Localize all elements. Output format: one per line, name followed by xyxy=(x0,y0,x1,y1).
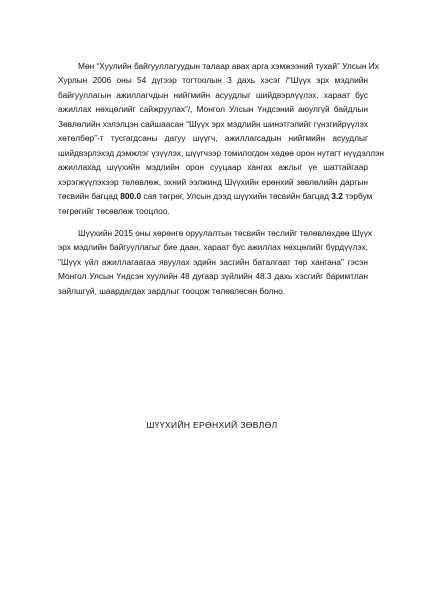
budget-text-pre: төсвийн багцад xyxy=(58,191,121,201)
paragraph-1-line-10 xyxy=(58,191,373,202)
paragraph-2-line-1: Шүүхийн 2015 оны хөрөнгө оруулалтын төсвийн төслийг төлөвлөхдөө Шүүх xyxy=(78,228,373,238)
budget-text-mid: сая төгрөг, Улсын дээд шүүхийн төсвийн багцад xyxy=(141,191,332,201)
paragraph-2-line-3: "Шүүх үйл ажиллагаагаа явуулах эдийн засгийн баталгаат төр хангана" гэсэн xyxy=(58,257,368,267)
paragraph-1-line-5: Зөвлөлийн хэлэлцэн сайшаасан “Шүүх эрх мэдлийн шинэтгэлийг гүнзгийрүүлэх xyxy=(58,119,368,129)
paragraph-1-line-4: ажиллах нөхцөлийг сайжруулах”/, Монгол Улсын Үндсэний аюулгүй байдлын xyxy=(58,104,368,114)
paragraph-1-line-11: төгрөгийг төсөвлөж тооцлоо. xyxy=(58,206,170,216)
budget-amount-supreme-court: 3.2 xyxy=(331,191,343,201)
paragraph-2-line-4: Монгол Улсын Үндсэн хуулийн 48 дугаар зүйлийн 48.3 дахь хэсгийг баримтлан xyxy=(58,271,368,281)
paragraph-2-line-2: эрх мэдлийн байгууллагыг бие даан, хараат бус ажиллах нөхцөлийг бүрдүүлэх, xyxy=(58,242,368,252)
paragraph-1-line-1: Мөн “Хуулийн байгууллагуудын талаар авах арга хэмжээний тухай” Улсын Их xyxy=(78,61,379,71)
paragraph-1-line-6: хөтөлбөр”-т тусгагдсаны дагуу шүүгч, ажиллагсадын нийгмийн асуудлыг xyxy=(58,133,368,143)
paragraph-1-line-9: хэрэгжүүлэхээр төлөвлөж, эхний ээлжинд Шүүхийн ерөнхий зөвлөлийн даргын xyxy=(58,177,368,187)
paragraph-1-line-7: шийдвэрлэхэд дэмжлэг үзүүлэх, шүүгчээр томилогдон хөдөө орон нутагт нүүдэллэн xyxy=(58,148,385,158)
budget-text-post: тэрбум xyxy=(342,191,373,201)
paragraph-1-line-2: Хурлын 2006 оны 54 дүгээр тогтоолын 3 дахь хэсэг /“Шүүх эрх мэдлийн xyxy=(58,75,368,85)
signature-line: ШҮҮХИЙН ЕРӨНХИЙ ЗӨВЛӨЛ xyxy=(146,420,278,430)
paragraph-2-line-5: зайлшгүй, шаардагдах зардлыг тооцож төлөвлөсөн болно. xyxy=(58,286,286,296)
paragraph-1-line-3: байгууллагын ажиллагчдын нийгмийн асуудлыг шийдвэрлүүлэх, хараат бус xyxy=(58,90,368,100)
budget-amount-council: 800.0 xyxy=(120,191,142,201)
paragraph-1-line-8: ажиллахад шүүхийн мэдлийн орон сууцаар хангах ажлыг үе шаттайгаар xyxy=(58,162,368,172)
